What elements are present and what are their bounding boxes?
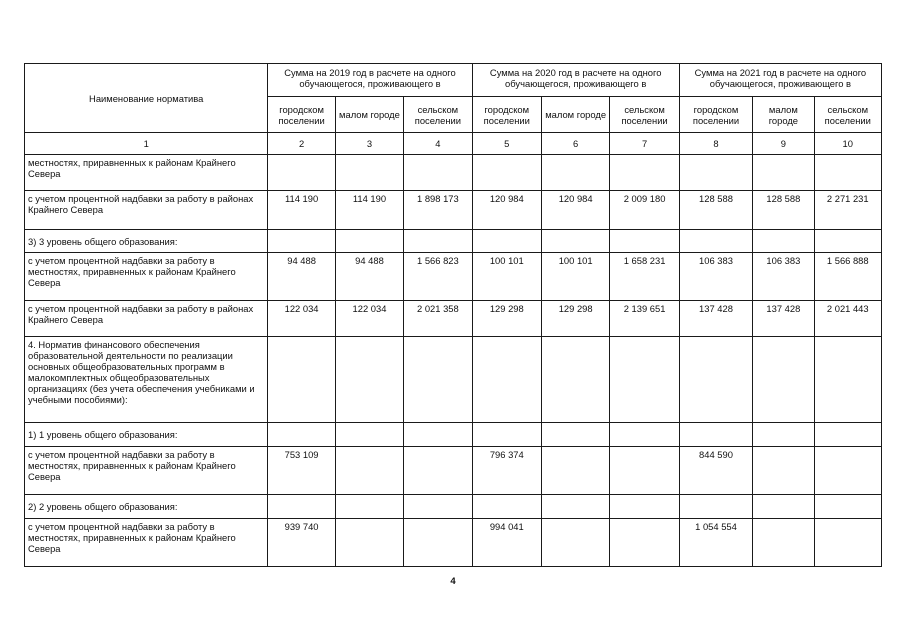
- table-row: [25, 155, 882, 191]
- row-value: 114 190: [268, 191, 335, 230]
- row-value: 120 984: [472, 191, 541, 230]
- row-value: [541, 337, 609, 423]
- row-value: [753, 495, 814, 519]
- row-value: [814, 230, 881, 253]
- row-value: [335, 155, 403, 191]
- row-value: [610, 519, 679, 567]
- row-value: 100 101: [472, 253, 541, 301]
- row-value: [472, 495, 541, 519]
- row-value: [541, 495, 609, 519]
- header-2021-urban: городском поселении: [679, 97, 752, 133]
- row-value: [753, 519, 814, 567]
- header-2020-urban: городском поселении: [472, 97, 541, 133]
- row-value: [335, 230, 403, 253]
- header-2019-small-town: малом городе: [335, 97, 403, 133]
- row-value: 1 658 231: [610, 253, 679, 301]
- header-2019-urban: городском поселении: [268, 97, 335, 133]
- row-value: [610, 230, 679, 253]
- row-label: с учетом процентной надбавки за работу в районах Крайнего Севера: [25, 301, 268, 337]
- column-index: 6: [541, 133, 609, 155]
- row-value: [814, 495, 881, 519]
- row-label: с учетом процентной надбавки за работу в местностях, приравненных к районам Крайнего Севера: [25, 253, 268, 301]
- row-value: 796 374: [472, 447, 541, 495]
- table-row: [25, 191, 882, 230]
- row-value: [753, 155, 814, 191]
- header-norm-name: Наименование норматива: [25, 64, 268, 133]
- row-value: 994 041: [472, 519, 541, 567]
- row-value: 2 009 180: [610, 191, 679, 230]
- header-2021-small-town: малом городе: [753, 97, 814, 133]
- row-value: [335, 519, 403, 567]
- row-value: [541, 519, 609, 567]
- row-value: 2 139 651: [610, 301, 679, 337]
- row-value: [268, 495, 335, 519]
- row-value: [472, 337, 541, 423]
- row-value: 129 298: [472, 301, 541, 337]
- row-value: [404, 155, 472, 191]
- row-value: [404, 337, 472, 423]
- row-value: [541, 447, 609, 495]
- row-label: с учетом процентной надбавки за работу в местностях, приравненных к районам Крайнего Севера: [25, 519, 268, 567]
- header-year-2020: Сумма на 2020 год в расчете на одного обучающегося, проживающего в: [472, 64, 679, 97]
- row-value: [335, 337, 403, 423]
- row-value: 120 984: [541, 191, 609, 230]
- row-value: [268, 337, 335, 423]
- row-value: 122 034: [335, 301, 403, 337]
- row-value: 2 021 358: [404, 301, 472, 337]
- row-value: [404, 447, 472, 495]
- row-value: [679, 495, 752, 519]
- row-value: 129 298: [541, 301, 609, 337]
- header-2020-small-town: малом городе: [541, 97, 609, 133]
- row-value: [610, 447, 679, 495]
- row-value: 94 488: [268, 253, 335, 301]
- row-value: [753, 337, 814, 423]
- row-value: [268, 155, 335, 191]
- row-value: [610, 155, 679, 191]
- column-index: 3: [335, 133, 403, 155]
- row-label: с учетом процентной надбавки за работу в местностях, приравненных к районам Крайнего Севера: [25, 447, 268, 495]
- row-value: 844 590: [679, 447, 752, 495]
- row-value: [472, 423, 541, 447]
- column-index: 8: [679, 133, 752, 155]
- page-number: 4: [450, 576, 456, 587]
- row-value: [541, 423, 609, 447]
- row-value: 106 383: [679, 253, 752, 301]
- row-value: [610, 423, 679, 447]
- row-value: 94 488: [335, 253, 403, 301]
- row-value: [814, 447, 881, 495]
- row-value: 2 271 231: [814, 191, 881, 230]
- row-value: [814, 337, 881, 423]
- row-label: 4. Норматив финансового обеспечения образовательной деятельности по реализации основных общеобразовательных программ в малокомплектных общеобразовательных организациях (без учета обеспечения учебниками и учебными пособиями):: [25, 337, 268, 423]
- header-year-2019: Сумма на 2019 год в расчете на одного обучающегося, проживающего в: [268, 64, 472, 97]
- row-value: 1 566 823: [404, 253, 472, 301]
- row-value: [753, 447, 814, 495]
- column-index: 2: [268, 133, 335, 155]
- row-value: [268, 230, 335, 253]
- row-value: [679, 337, 752, 423]
- row-value: 1 898 173: [404, 191, 472, 230]
- row-value: [679, 230, 752, 253]
- row-value: [404, 495, 472, 519]
- table-header: [25, 64, 882, 155]
- column-index: 4: [404, 133, 472, 155]
- row-value: [541, 230, 609, 253]
- row-value: 1 566 888: [814, 253, 881, 301]
- table-row: [25, 230, 882, 253]
- table-row: [25, 423, 882, 447]
- table-row: [25, 447, 882, 495]
- table-body: [25, 155, 882, 567]
- table-row: [25, 519, 882, 567]
- row-value: 753 109: [268, 447, 335, 495]
- row-label: 1) 1 уровень общего образования:: [25, 423, 268, 447]
- row-value: 128 588: [679, 191, 752, 230]
- row-value: [753, 230, 814, 253]
- column-index: 10: [814, 133, 881, 155]
- row-value: [541, 155, 609, 191]
- header-year-2021: Сумма на 2021 год в расчете на одного обучающегося, проживающего в: [679, 64, 881, 97]
- row-value: [814, 519, 881, 567]
- row-value: 137 428: [679, 301, 752, 337]
- row-label: 2) 2 уровень общего образования:: [25, 495, 268, 519]
- row-value: [268, 423, 335, 447]
- row-value: [814, 155, 881, 191]
- row-value: [404, 519, 472, 567]
- header-2021-rural: сельском поселении: [814, 97, 881, 133]
- row-label: с учетом процентной надбавки за работу в районах Крайнего Севера: [25, 191, 268, 230]
- row-value: 128 588: [753, 191, 814, 230]
- table-row: [25, 301, 882, 337]
- column-index: 9: [753, 133, 814, 155]
- row-value: [679, 155, 752, 191]
- row-label: местностях, приравненных к районам Крайнего Севера: [25, 155, 268, 191]
- row-value: [472, 155, 541, 191]
- row-value: [610, 337, 679, 423]
- column-index: 5: [472, 133, 541, 155]
- row-label: 3) 3 уровень общего образования:: [25, 230, 268, 253]
- row-value: 106 383: [753, 253, 814, 301]
- row-value: [335, 423, 403, 447]
- column-index: 1: [25, 133, 268, 155]
- norms-table: [24, 63, 882, 567]
- row-value: [335, 447, 403, 495]
- table-row: [25, 495, 882, 519]
- row-value: [404, 423, 472, 447]
- row-value: [335, 495, 403, 519]
- row-value: [753, 423, 814, 447]
- row-value: 137 428: [753, 301, 814, 337]
- row-value: [679, 423, 752, 447]
- table-row: [25, 337, 882, 423]
- row-value: [472, 230, 541, 253]
- row-value: 939 740: [268, 519, 335, 567]
- row-value: 1 054 554: [679, 519, 752, 567]
- column-index: 7: [610, 133, 679, 155]
- header-2019-rural: сельском поселении: [404, 97, 472, 133]
- row-value: [814, 423, 881, 447]
- column-index-row: [25, 133, 882, 155]
- row-value: 114 190: [335, 191, 403, 230]
- header-2020-rural: сельском поселении: [610, 97, 679, 133]
- row-value: 122 034: [268, 301, 335, 337]
- row-value: [610, 495, 679, 519]
- row-value: 100 101: [541, 253, 609, 301]
- table-row: [25, 253, 882, 301]
- row-value: [404, 230, 472, 253]
- row-value: 2 021 443: [814, 301, 881, 337]
